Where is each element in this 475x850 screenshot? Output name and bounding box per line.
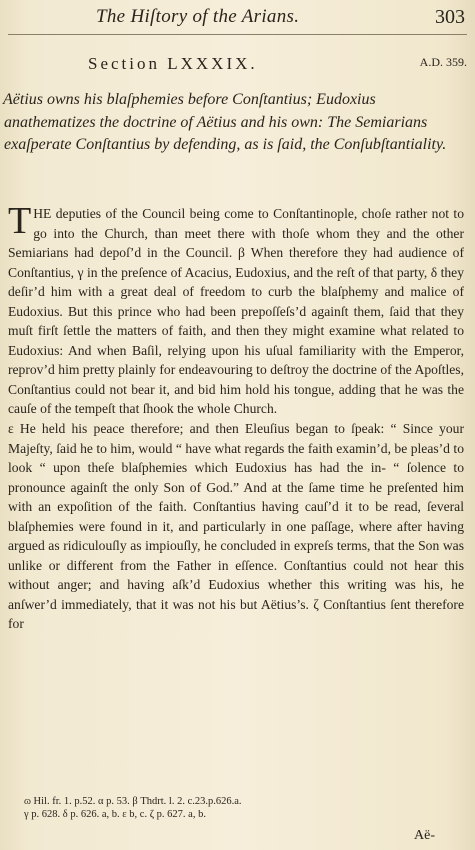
body-paragraph-1 bbox=[8, 200, 464, 419]
summary-text: Aëtius owns his blaſphemies before Conſtantius; Eudoxius anathematizes the doctrine of Aëtius and his own: The Semiarians exaſperate Conſtantius by defending, as is ſaid, the Conſubſtantiality. bbox=[3, 91, 447, 153]
paragraph-1-text: HE deputies of the Council being come to Conſtantinople, choſe rather not to go into the Church, than meet there with thoſe whom they and the other Semiarians had depoſ’d in the Council. β When therefore they had audience of Conſtantius, γ in the preſence of Acacius, Eudoxius, and the reſt of that party, δ they deſir’d him with a great deal of freedom to curb the blaſphemy and malice of Eudoxius. But this prince who had been prepoſſeſs’d againſt them, ſaid that they muſt firſt ſettle the matters of faith, and then they might examine what related to Eudoxius: And when Baſil, relying upon his uſual familiarity with the Emperor, reprov’d him pretty plainly for endeavouring to deſtroy the doctrine of the Apoſtles, Conſtantius could not bear it, and bid him hold his tongue, adding that he was the cauſe of the tempeſt that ſhook the whole Church. bbox=[8, 206, 464, 417]
body-paragraph-2 bbox=[8, 419, 464, 634]
head-rule bbox=[8, 34, 467, 35]
section-summary bbox=[4, 89, 466, 157]
dropcap: T bbox=[8, 200, 32, 242]
footnote-line: ɷ Hil. fr. 1. p.52. α p. 53. β Thdrt. l. 2. c.23.p.626.a. bbox=[24, 796, 242, 807]
running-title: The Hiſtory of the Arians. bbox=[96, 6, 300, 27]
body-text bbox=[8, 200, 464, 634]
year-mark: A.D. 359. bbox=[419, 55, 467, 69]
catchword: Aë- bbox=[414, 828, 435, 843]
section-title: Section LXXXIX. bbox=[88, 54, 258, 73]
paragraph-2-text: ε He held his peace therefore; and then Eleuſius began to ſpeak: “ Since your Majeſty, ſaid he to him, would “ have what regards the faith examin’d, be pleas’d to look “ upon theſe blaſphemies which Eudoxius has had the in- “ ſolence to pronounce againſt the only Son of God.” And at the ſame time he preſented him with an expoſition of the faith. Conſtantius having cauſ’d it to be read, ſeveral blaſphemies were found in it, and particularly in one paſſage, where after having argued as ridiculouſly as impiouſly, he concluded in expreſs terms, that the Son was unlike or different from the Father in eſſence. Conſtantius could not hear this without anger; and having aſk’d Eudoxius whether this writing was his, he anſwer’d immediately, that it was not his but Aëtius’s. ζ Conſtantius ſent therefore for bbox=[8, 421, 464, 632]
page-number: 303 bbox=[435, 6, 465, 28]
running-head bbox=[0, 6, 475, 32]
footnote-line: γ p. 628. δ p. 626. a, b. ε b, c. ζ p. 627. a, b. bbox=[24, 809, 206, 820]
footnotes bbox=[24, 795, 456, 821]
